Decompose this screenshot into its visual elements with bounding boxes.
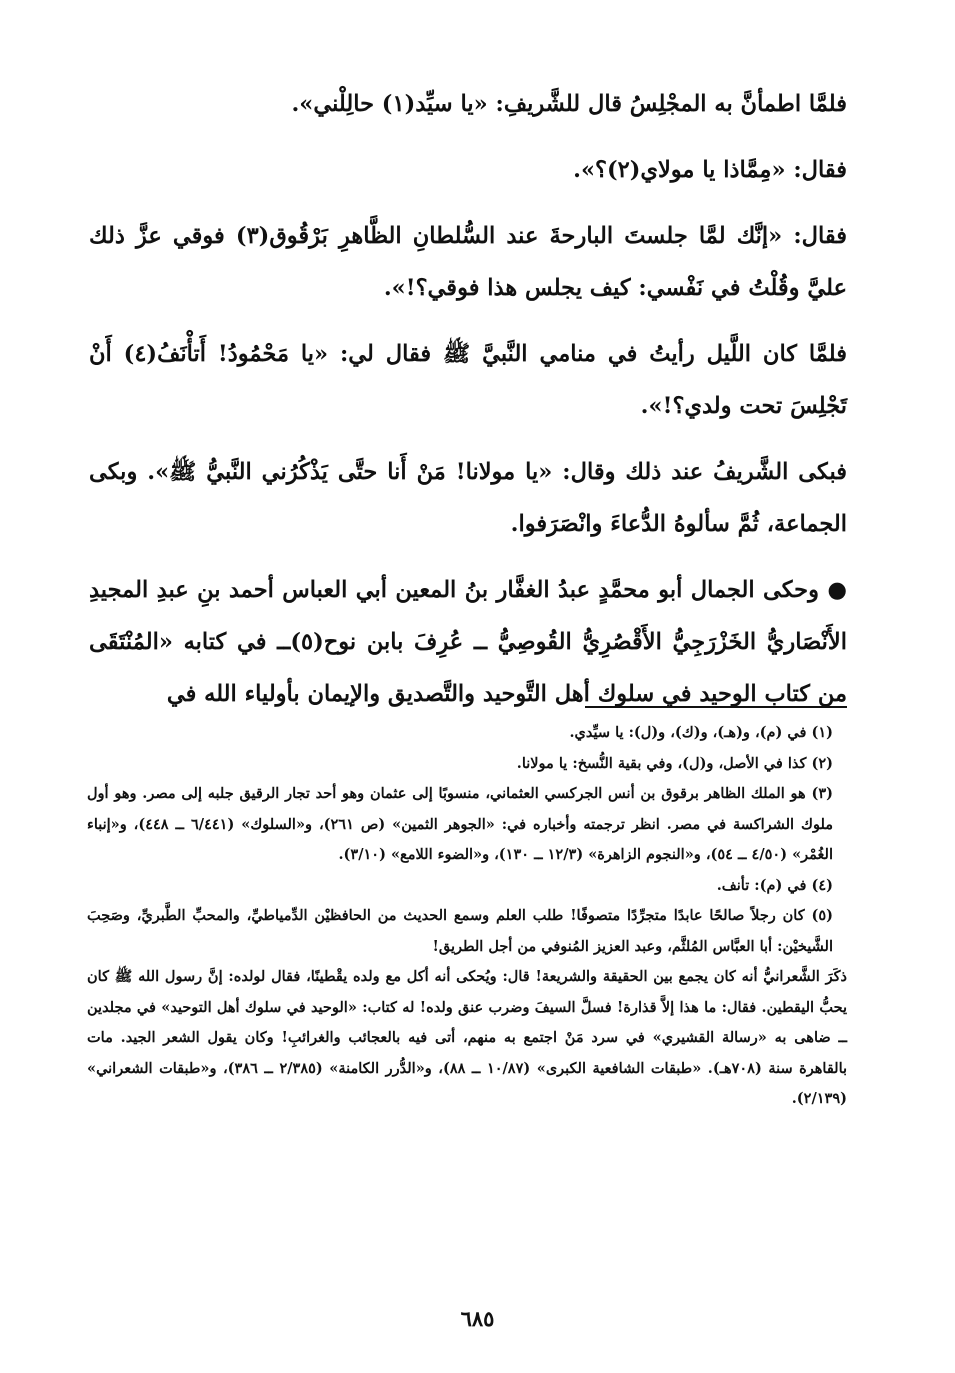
footnote-divider [585, 706, 847, 708]
paragraph: فقال: «إنَّك لمَّا جلستَ البارحةَ عند السُّلطانِ الظَّاهرِ بَرْقُوق(٣) فوقي عزَّ ذلك عليَّ وقُلْتُ في نَفْسي: كيف يجلس هذا فوقي؟!». [89, 223, 847, 301]
paragraph: فقال: «مِمَّاذا يا مولاي(٢)؟». [573, 157, 847, 183]
footnote: (١) في (م)، و(هـ)، و(ك)، و(ل): يا سيِّدي. [569, 724, 833, 741]
paragraph: فبكى الشَّريفُ عند ذلك وقال: «يا مولانا! مَنْ أَنا حتَّى يَذْكُرُني النَّبيُّ ﷺ». وبكى الجماعة، ثُمَّ سألوهُ الدُّعاءَ وانْصَرَفوا. [89, 459, 847, 537]
footnote: (٢) كذا في الأصل، و(ل)، وفي بقية النُّسخ: يا مولانا. [516, 754, 833, 772]
footnote: (٤) في (م): تأنف. [716, 876, 833, 894]
footnote-continuation: ذكَرَ الشَّعرانيُّ أنه كان يجمع بين الحقيقة والشريعة! قال: ويُحكى أنه أكل مع ولده يقْطينًا، فقال لولده: إنَّ رسول الله ﷺ كان يحبُّ اليقطين. فقال: ما هذا إلاَّ قذارة! فسلَّ السيفَ وضرب عنق ولده! له كتاب: «الوحيد في سلوك أهل التوحيد» في مجلدين ــ ضاهى به «رسالة القشيري» في سرد مَنْ اجتمع به منهم، أتى فيه بالعجائب والغرائبِ! وكان يقول الشعر الجيد. مات بالقاهرة سنة (٧٠٨هـ). «طبقات الشافعية الكبرى» (١٠/٨٧ ــ ٨٨)، و«الدُّرر الكامنة» (٢/٣٨٥ ــ ٣٨٦)، و«طبقات الشعراني» (٢/١٣٩). [87, 968, 848, 1107]
footnotes [87, 718, 847, 1115]
footnote: (٣) هو الملك الظاهر برقوق بن أنس الجركسي العثماني، منسوبًا إلى عثمان وهو أحد تجار الرقيق جلبه إلى مصر. وهو أول ملوك الشراكسة في مصر. انظر ترجمته وأخباره في: «الجوهر الثمين» (ص ٢٦١)، و«السلوك» (٦/٤٤١ ــ ٤٤٨)، و«إنباء الغُمْر» (٤/٥٠ ــ ٥٤)، و«النجوم الزاهرة» (١٢/٣ ــ ١٣٠)، و«الضوء اللامع» (٣/١٠). [87, 785, 834, 863]
paragraph: ● وحكى الجمال أبو محمَّدٍ عبدُ الغفَّار بنُ المعين أبي العباس أحمد بنِ عبدِ المجيدِ الأَنْصَاريُّ الخَزْرَجِيُّ الأَقْصُرِيُّ القُوصِيُّ ــ عُرِفَ بابن نوح(٥)ــ في كتابه «المُنْتَقَى من كتاب الوحيد في سلوك أهل التَّوحيد والتَّصديق والإيمان بأولياء الله في [89, 577, 847, 707]
footnote: (٥) كان رجلاً صالحًا عابدًا متجرِّدًا متصوفًا! طلب العلم وسمع الحديث من الحافظيْن الدِّمياطيِّ، والمحبِّ الطَّبريِّ، وصَحِبَ الشَّيخيْن: أبا العبَّاس المُلثَّم، وعبد العزيز المُنوفي من أجل الطريق! [87, 907, 833, 955]
main-text [89, 78, 847, 734]
paragraph: فلمَّا اطمأنَّ به المجْلِسُ قال للشَّريفِ: «يا سيِّد(١) حالِلْني». [291, 91, 847, 117]
paragraph: فلمَّا كان اللَّيل رأيتُ في منامي النَّبيَّ ﷺ فقال لي: «يا مَحْمُودُ! أَتأْنَفُ(٤) أَنْ تَجْلِسَ تحت ولدي؟!». [89, 341, 847, 419]
page-number: ٦٨٥ [460, 1306, 495, 1331]
